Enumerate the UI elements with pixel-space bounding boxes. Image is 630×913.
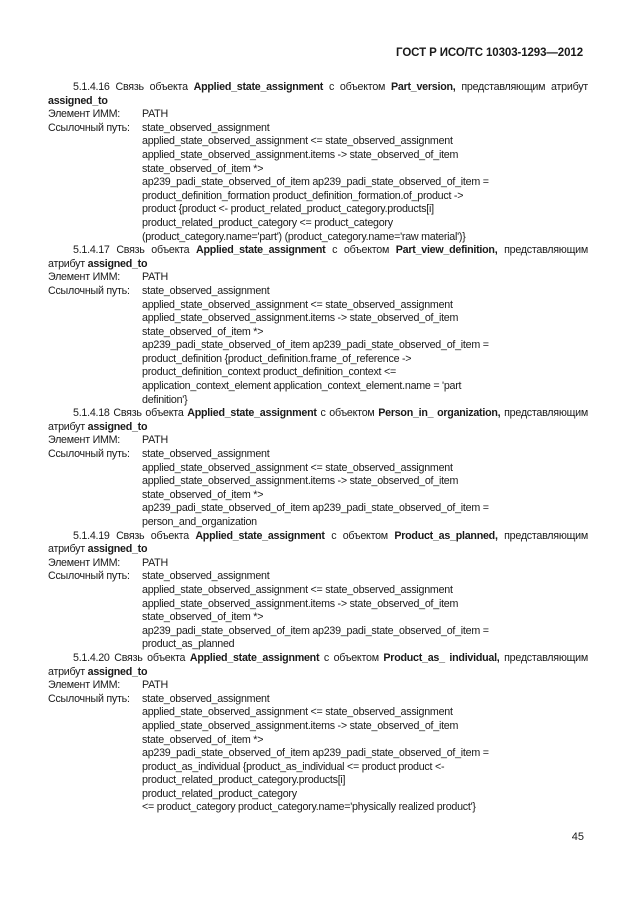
path-line: product_as_individual {product_as_individual <= product product <- xyxy=(142,760,445,773)
element-value: PATH xyxy=(142,434,168,447)
path-line: ap239_padi_state_observed_of_item ap239_padi_state_observed_of_item = xyxy=(142,624,489,637)
element-label: Элемент ИММ: xyxy=(48,271,121,284)
path-line: applied_state_observed_assignment.items -> state_observed_of_item xyxy=(142,148,459,161)
path-line: ap239_padi_state_observed_of_item ap239_padi_state_observed_of_item = xyxy=(142,502,489,515)
path-line: application_context_element application_context_element.name = 'part xyxy=(142,380,462,393)
mapping-section xyxy=(48,407,588,529)
mapping-section xyxy=(48,530,588,652)
path-line: state_observed_of_item *> xyxy=(142,733,264,746)
path-line: person_and_organization xyxy=(142,516,257,528)
mapping-section xyxy=(48,81,588,244)
reference-path-label: Ссылочный путь: xyxy=(48,692,130,705)
path-line: applied_state_observed_assignment <= state_observed_assignment xyxy=(142,135,453,148)
heading-text: с объектом xyxy=(332,244,390,257)
entity-name: Applied_state_assignment xyxy=(196,244,326,257)
target-entity: Product_as_planned, xyxy=(394,529,498,542)
heading-text: представляющим атрибут xyxy=(461,81,588,93)
heading-text: представляющим атрибут xyxy=(48,244,588,270)
element-value: PATH xyxy=(142,108,168,121)
path-line: applied_state_observed_assignment <= state_observed_assignment xyxy=(142,461,453,474)
reference-path-row xyxy=(48,448,588,530)
target-entity: Part_version, xyxy=(391,81,456,93)
entity-name: Applied_state_assignment xyxy=(189,651,320,664)
heading-text: Связь объекта xyxy=(116,529,189,542)
attribute-name: assigned_to xyxy=(87,543,148,556)
path-line: (product_category.name='part') (product_category.name='raw material')} xyxy=(142,230,466,243)
reference-path-lines xyxy=(142,448,588,530)
path-line: applied_state_observed_assignment <= state_observed_assignment xyxy=(142,583,453,596)
section-heading xyxy=(48,407,588,434)
page-number: 45 xyxy=(571,831,584,843)
path-line: product_related_product_category xyxy=(142,787,297,800)
mapping-section xyxy=(48,652,588,815)
path-line: <= product_category product_category.name='physically realized product'} xyxy=(142,801,476,814)
path-line: product_as_planned xyxy=(142,638,235,651)
element-row xyxy=(48,434,588,448)
path-line: ap239_padi_state_observed_of_item ap239_padi_state_observed_of_item = xyxy=(142,176,489,189)
path-line: state_observed_of_item *> xyxy=(142,325,264,338)
section-heading xyxy=(48,530,588,557)
reference-path-row xyxy=(48,122,588,244)
path-line: applied_state_observed_assignment.items -> state_observed_of_item xyxy=(142,719,459,732)
section-number: 5.1.4.20 xyxy=(73,651,110,664)
path-line: state_observed_assignment xyxy=(142,121,270,134)
path-line: applied_state_observed_assignment <= state_observed_assignment xyxy=(142,706,453,719)
heading-text: представляющим атрибут xyxy=(48,407,588,433)
element-row xyxy=(48,271,588,285)
path-line: applied_state_observed_assignment.items -> state_observed_of_item xyxy=(142,475,459,488)
path-line: ap239_padi_state_observed_of_item ap239_padi_state_observed_of_item = xyxy=(142,339,489,352)
element-label: Элемент ИММ: xyxy=(48,679,121,692)
path-line: product_related_product_category <= product_category xyxy=(142,216,393,229)
path-line: applied_state_observed_assignment <= state_observed_assignment xyxy=(142,298,453,311)
path-line: state_observed_assignment xyxy=(142,570,270,583)
element-label: Элемент ИММ: xyxy=(48,556,121,569)
reference-path-row xyxy=(48,570,588,652)
reference-path-row xyxy=(48,285,588,407)
heading-text: Связь объекта xyxy=(115,81,188,93)
target-entity: Part_view_definition, xyxy=(395,244,498,257)
path-line: definition'} xyxy=(142,393,188,406)
reference-path-label: Ссылочный путь: xyxy=(48,284,130,297)
entity-name: Applied_state_assignment xyxy=(187,407,317,420)
heading-text: с объектом xyxy=(331,529,388,542)
section-heading xyxy=(48,652,588,679)
section-heading xyxy=(48,81,588,108)
reference-path-lines xyxy=(142,570,588,652)
path-line: state_observed_of_item *> xyxy=(142,162,264,175)
element-row xyxy=(48,679,588,693)
element-value: PATH xyxy=(142,271,168,284)
attribute-name: assigned_to xyxy=(48,94,108,107)
reference-path-lines xyxy=(142,693,588,815)
document-code-header: ГОСТ Р ИСО/ТС 10303-1293—2012 xyxy=(396,47,583,59)
element-row xyxy=(48,557,588,571)
path-line: product_definition_context product_definition_context <= xyxy=(142,366,396,379)
heading-text: представляющим атрибут xyxy=(48,529,588,556)
attribute-name: assigned_to xyxy=(87,665,148,678)
reference-path-label: Ссылочный путь: xyxy=(48,570,130,583)
section-number: 5.1.4.16 xyxy=(73,81,110,93)
path-line: applied_state_observed_assignment.items -> state_observed_of_item xyxy=(142,312,459,325)
path-line: product_definition {product_definition.frame_of_reference -> xyxy=(142,352,412,365)
section-number: 5.1.4.17 xyxy=(73,244,110,257)
path-line: state_observed_of_item *> xyxy=(142,611,264,624)
heading-text: с объектом xyxy=(320,407,375,420)
heading-text: представляющим атрибут xyxy=(48,651,588,678)
path-line: product_related_product_category.products[i] xyxy=(142,774,346,787)
attribute-name: assigned_to xyxy=(87,257,148,270)
element-value: PATH xyxy=(142,679,168,692)
path-line: product_definition_formation product_definition_formation.of_product -> xyxy=(142,189,464,202)
path-line: state_observed_assignment xyxy=(142,692,270,705)
element-row xyxy=(48,108,588,122)
heading-text: с объектом xyxy=(328,81,386,93)
attribute-name: assigned_to xyxy=(87,420,148,433)
element-label: Элемент ИММ: xyxy=(48,434,121,447)
heading-text: Связь объекта xyxy=(116,244,190,257)
path-line: state_observed_assignment xyxy=(142,284,270,297)
path-line: state_observed_of_item *> xyxy=(142,488,264,501)
document-body xyxy=(48,81,588,815)
mapping-section xyxy=(48,244,588,407)
reference-path-row xyxy=(48,693,588,815)
section-number: 5.1.4.18 xyxy=(73,407,110,420)
section-heading xyxy=(48,244,588,271)
element-label: Элемент ИММ: xyxy=(48,108,121,121)
path-line: state_observed_assignment xyxy=(142,448,270,461)
target-entity: Person_in_ organization, xyxy=(378,407,501,420)
reference-path-lines xyxy=(142,285,588,407)
entity-name: Applied_state_assignment xyxy=(195,529,325,542)
heading-text: Связь объекта xyxy=(113,407,184,420)
element-value: PATH xyxy=(142,556,168,569)
heading-text: с объектом xyxy=(323,651,379,664)
target-entity: Product_as_ individual, xyxy=(383,651,500,664)
heading-text: Связь объекта xyxy=(114,651,186,664)
section-number: 5.1.4.19 xyxy=(73,529,110,542)
reference-path-lines xyxy=(142,122,588,244)
path-line: ap239_padi_state_observed_of_item ap239_padi_state_observed_of_item = xyxy=(142,747,489,760)
reference-path-label: Ссылочный путь: xyxy=(48,448,130,461)
entity-name: Applied_state_assignment xyxy=(193,81,324,93)
reference-path-label: Ссылочный путь: xyxy=(48,121,130,134)
path-line: applied_state_observed_assignment.items -> state_observed_of_item xyxy=(142,597,459,610)
path-line: product {product <- product_related_product_category.products[i] xyxy=(142,203,434,216)
